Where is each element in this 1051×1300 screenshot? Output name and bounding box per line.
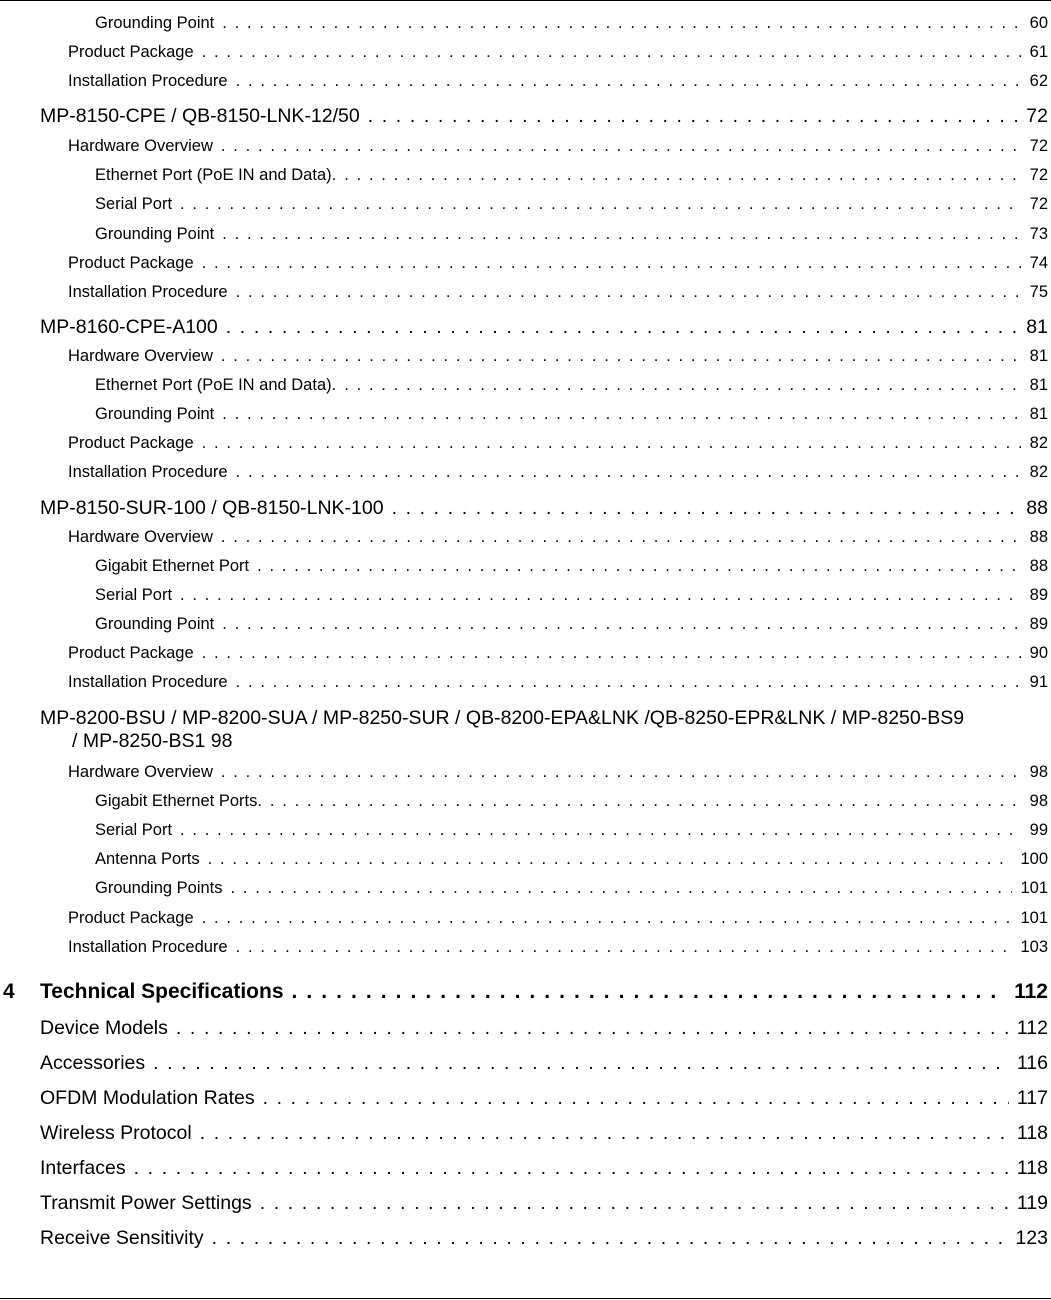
dot-leader bbox=[344, 376, 1021, 395]
toc-entry-page: 72 bbox=[1029, 137, 1048, 155]
dot-leader bbox=[236, 72, 1022, 91]
toc-entry-label: Grounding Point bbox=[95, 14, 215, 32]
toc-entry-label: Product Package bbox=[68, 909, 194, 927]
toc-section-entry[interactable] bbox=[40, 1052, 1048, 1074]
toc-entry-page: 81 bbox=[1029, 376, 1048, 394]
toc-entry-label: Receive Sensitivity bbox=[40, 1227, 204, 1249]
toc-entry-page: 82 bbox=[1029, 434, 1048, 452]
toc-entry-label: Hardware Overview bbox=[68, 137, 213, 155]
toc-entry[interactable] bbox=[68, 43, 1048, 62]
toc-entry-label: Installation Procedure bbox=[68, 463, 228, 481]
dot-leader bbox=[236, 673, 1022, 692]
dot-leader bbox=[208, 850, 1013, 869]
toc-entry-page: 98 bbox=[1029, 792, 1048, 810]
toc-entry-label: Device Models bbox=[40, 1017, 168, 1039]
toc-entry-page: 81 bbox=[1029, 405, 1048, 423]
toc-entry[interactable] bbox=[68, 528, 1048, 547]
toc-entry-label: Grounding Point bbox=[95, 405, 215, 423]
toc-entry-label: Transmit Power Settings bbox=[40, 1192, 252, 1214]
toc-entry-page: 60 bbox=[1029, 14, 1048, 32]
toc-entry-label: Installation Procedure bbox=[68, 938, 228, 956]
toc-entry-page: 62 bbox=[1029, 72, 1048, 90]
toc-entry-label: OFDM Modulation Rates bbox=[40, 1087, 255, 1109]
toc-entry-label: Serial Port bbox=[95, 586, 173, 604]
toc-entry[interactable] bbox=[68, 254, 1048, 273]
toc-entry-page: 103 bbox=[1020, 938, 1048, 956]
toc-entry-page: 88 bbox=[1029, 557, 1048, 575]
dot-leader bbox=[153, 1052, 1009, 1074]
dot-leader bbox=[221, 528, 1022, 547]
toc-entry[interactable] bbox=[95, 586, 1048, 605]
dot-leader bbox=[221, 347, 1022, 366]
toc-entry[interactable] bbox=[95, 792, 1048, 811]
toc-entry-label: Product Package bbox=[68, 43, 194, 61]
dot-leader bbox=[222, 14, 1021, 33]
toc-chapter-entry[interactable] bbox=[3, 980, 1048, 1004]
toc-entry-label: Grounding Points bbox=[95, 879, 223, 897]
dot-leader bbox=[392, 497, 1019, 519]
toc-entry[interactable] bbox=[95, 376, 1048, 395]
toc-entry-label: Grounding Point bbox=[95, 225, 215, 243]
dot-leader bbox=[257, 557, 1022, 576]
toc-entry-page: 89 bbox=[1029, 615, 1048, 633]
dot-leader bbox=[180, 821, 1022, 840]
toc-entry-label: Ethernet Port (PoE IN and Data). bbox=[95, 376, 337, 394]
toc-entry-page: 72 bbox=[1029, 166, 1048, 184]
bottom-rule bbox=[0, 1298, 1051, 1299]
toc-entry-label: Ethernet Port (PoE IN and Data). bbox=[95, 166, 337, 184]
toc-entry-label: Hardware Overview bbox=[68, 763, 213, 781]
toc-section-entry[interactable] bbox=[40, 1122, 1048, 1144]
chapter-number: 4 bbox=[3, 980, 15, 1003]
toc-section-entry[interactable] bbox=[40, 1192, 1048, 1214]
toc-entry-label: Hardware Overview bbox=[68, 528, 213, 546]
dot-leader bbox=[236, 938, 1013, 957]
toc-entry[interactable] bbox=[68, 644, 1048, 663]
dot-leader bbox=[202, 43, 1022, 62]
dot-leader bbox=[212, 1227, 1008, 1249]
dot-leader bbox=[236, 283, 1022, 302]
toc-entry[interactable] bbox=[68, 938, 1048, 957]
toc-entry-page: 81 bbox=[1026, 316, 1048, 338]
dot-leader bbox=[260, 1192, 1009, 1214]
toc-entry-page: 88 bbox=[1026, 497, 1048, 519]
dot-leader bbox=[368, 105, 1019, 127]
toc-entry-label: Installation Procedure bbox=[68, 72, 228, 90]
toc-entry-label: Product Package bbox=[68, 254, 194, 272]
dot-leader bbox=[202, 254, 1022, 273]
toc-entry-label: MP-8150-CPE / QB-8150-LNK-12/50 bbox=[40, 105, 360, 127]
toc-entry-page: 81 bbox=[1029, 347, 1048, 365]
toc-entry-page: 112 bbox=[1016, 1017, 1048, 1039]
toc-entry[interactable] bbox=[95, 166, 1048, 185]
toc-entry-page: 112 bbox=[1014, 980, 1048, 1003]
toc-entry-label: Antenna Ports bbox=[95, 850, 200, 868]
toc-entry[interactable] bbox=[68, 137, 1048, 156]
toc-entry-page: 61 bbox=[1029, 43, 1048, 61]
toc-entry-page: 119 bbox=[1016, 1192, 1048, 1214]
toc-entry-page: 73 bbox=[1029, 225, 1048, 243]
dot-leader bbox=[292, 980, 1007, 1004]
toc-entry[interactable] bbox=[95, 225, 1048, 244]
dot-leader bbox=[231, 879, 1013, 898]
toc-entry-label: Installation Procedure bbox=[68, 283, 228, 301]
toc-entry-page: 91 bbox=[1029, 673, 1048, 691]
dot-leader bbox=[180, 586, 1022, 605]
dot-leader bbox=[270, 792, 1022, 811]
dot-leader bbox=[222, 225, 1021, 244]
toc-entry-page: 99 bbox=[1029, 821, 1048, 839]
dot-leader bbox=[202, 644, 1022, 663]
toc-entry-label: Product Package bbox=[68, 644, 194, 662]
toc-entry[interactable] bbox=[68, 283, 1048, 302]
toc-entry-label: Accessories bbox=[40, 1052, 146, 1074]
toc-section-entry[interactable] bbox=[40, 1157, 1048, 1179]
toc-entry-page: 118 bbox=[1016, 1157, 1048, 1179]
toc-entry[interactable] bbox=[95, 405, 1048, 424]
toc-entry-page: 101 bbox=[1020, 879, 1048, 897]
toc-entry-page: 123 bbox=[1015, 1227, 1048, 1249]
dot-leader bbox=[222, 405, 1021, 424]
toc-entry-label: Interfaces bbox=[40, 1157, 126, 1179]
dot-leader bbox=[180, 195, 1022, 214]
dot-leader bbox=[221, 763, 1022, 782]
toc-entry-page: 75 bbox=[1029, 283, 1048, 301]
toc-entry[interactable] bbox=[68, 673, 1048, 692]
dot-leader bbox=[236, 463, 1022, 482]
dot-leader bbox=[263, 1087, 1009, 1109]
toc-section-entry[interactable] bbox=[40, 1227, 1048, 1249]
toc-entry-label: MP-8150-SUR-100 / QB-8150-LNK-100 bbox=[40, 497, 384, 519]
toc-entry-page: 88 bbox=[1029, 528, 1048, 546]
toc-entry-label: Technical Specifications bbox=[40, 980, 284, 1003]
toc-entry-label: Wireless Protocol bbox=[40, 1122, 192, 1144]
toc-entry-page: 89 bbox=[1029, 586, 1048, 604]
dot-leader bbox=[134, 1157, 1009, 1179]
toc-entry-label: Grounding Point bbox=[95, 615, 215, 633]
toc-entry-label: Serial Port bbox=[95, 195, 173, 213]
toc-entry-label-line1: MP-8200-BSU / MP-8200-SUA / MP-8250-SUR / QB-8200-EPA&LNK /QB-8250-EPR&LNK / MP-8250-BS9 bbox=[40, 707, 965, 729]
dot-leader bbox=[202, 909, 1013, 928]
toc-entry-label: Product Package bbox=[68, 434, 194, 452]
toc-section-entry[interactable] bbox=[40, 1017, 1048, 1039]
toc-entry[interactable] bbox=[68, 909, 1048, 928]
toc-entry-label: Gigabit Ethernet Port bbox=[95, 557, 250, 575]
toc-entry[interactable] bbox=[68, 347, 1048, 366]
dot-leader bbox=[200, 1122, 1009, 1144]
toc-entry-page: 101 bbox=[1020, 909, 1048, 927]
toc-entry-page: 98 bbox=[1029, 763, 1048, 781]
toc-entry-page: 82 bbox=[1029, 463, 1048, 481]
toc-entry-label-line2: / MP-8250-BS1 98 bbox=[72, 730, 233, 752]
dot-leader bbox=[221, 137, 1022, 156]
dot-leader bbox=[176, 1017, 1009, 1039]
toc-entry[interactable] bbox=[68, 763, 1048, 782]
dot-leader bbox=[222, 615, 1021, 634]
toc-entry[interactable] bbox=[95, 821, 1048, 840]
toc-entry-label: Serial Port bbox=[95, 821, 173, 839]
toc-entry-label: Installation Procedure bbox=[68, 673, 228, 691]
toc-section-entry[interactable] bbox=[40, 1087, 1048, 1109]
toc-entry-label: MP-8160-CPE-A100 bbox=[40, 316, 218, 338]
toc-entry-page: 118 bbox=[1016, 1122, 1048, 1144]
toc-entry-page: 74 bbox=[1029, 254, 1048, 272]
toc-entry-page: 117 bbox=[1016, 1087, 1048, 1109]
toc-entry[interactable] bbox=[68, 463, 1048, 482]
toc-section-entry[interactable] bbox=[40, 316, 1048, 338]
toc-entry-page: 72 bbox=[1029, 195, 1048, 213]
toc-entry-page: 116 bbox=[1016, 1052, 1048, 1074]
toc-entry[interactable] bbox=[95, 879, 1048, 898]
toc-section-entry[interactable] bbox=[40, 497, 1048, 519]
toc-entry[interactable] bbox=[68, 72, 1048, 91]
toc-section-entry-wrapped[interactable] bbox=[40, 707, 1048, 753]
toc-entry[interactable] bbox=[68, 434, 1048, 453]
toc-entry-label: Gigabit Ethernet Ports. bbox=[95, 792, 262, 810]
toc-entry-label: Hardware Overview bbox=[68, 347, 213, 365]
toc-section-entry[interactable] bbox=[40, 105, 1048, 127]
dot-leader bbox=[344, 166, 1021, 185]
toc-entry[interactable] bbox=[95, 195, 1048, 214]
toc-entry[interactable] bbox=[95, 557, 1048, 576]
toc-entry-page: 90 bbox=[1029, 644, 1048, 662]
toc-entry[interactable] bbox=[95, 850, 1048, 869]
dot-leader bbox=[226, 316, 1019, 338]
toc-entry-page: 72 bbox=[1026, 105, 1048, 127]
top-rule bbox=[0, 0, 1051, 1]
dot-leader bbox=[202, 434, 1022, 453]
toc-entry[interactable] bbox=[95, 14, 1048, 33]
toc-entry-page: 100 bbox=[1020, 850, 1048, 868]
toc-entry[interactable] bbox=[95, 615, 1048, 634]
